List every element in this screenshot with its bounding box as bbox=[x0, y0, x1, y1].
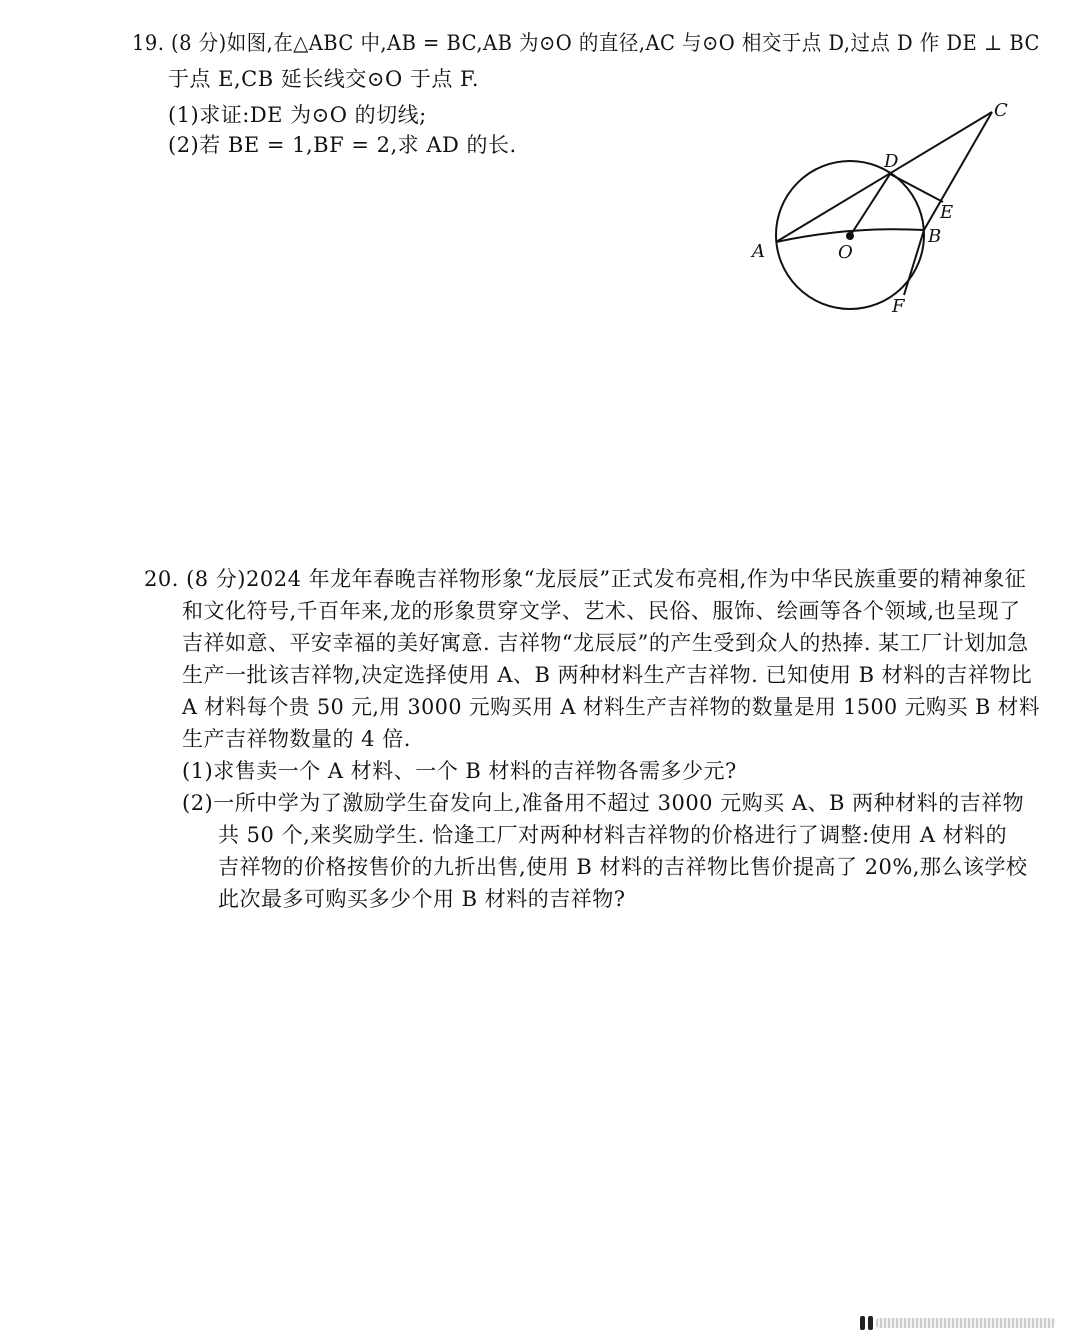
q20-part-2-line-4: 此次最多可购买多少个用 B 材料的吉祥物? bbox=[218, 887, 626, 911]
q20-line-2: 和文化符号,千百年来,龙的形象贯穿文学、艺术、民俗、服饰、绘画等各个领域,也呈现了 bbox=[182, 599, 1021, 623]
q20-part-2-line-1: (2)一所中学为了激励学生奋发向上,准备用不超过 3000 元购买 A、B 两种材料的吉祥物 bbox=[182, 791, 1025, 815]
q20-part-2-line-2: 共 50 个,来奖励学生. 恰逢工厂对两种材料吉祥物的价格进行了调整:使用 A 材料的 bbox=[218, 823, 1008, 847]
q19-part-2: (2)若 BE = 1,BF = 2,求 AD 的长. bbox=[168, 133, 517, 157]
scroll-handle-left[interactable] bbox=[860, 1316, 865, 1330]
label-c: C bbox=[994, 100, 1008, 121]
segment-od bbox=[850, 174, 890, 236]
label-f: F bbox=[892, 296, 905, 317]
geometry-figure bbox=[740, 90, 1030, 330]
q20-line-3: 吉祥如意、平安幸福的美好寓意. 吉祥物“龙辰辰”的产生受到众人的热捧. 某工厂计划加急 bbox=[182, 631, 1029, 655]
label-e: E bbox=[940, 202, 954, 223]
label-b: B bbox=[928, 226, 942, 247]
q20-part-2-line-3: 吉祥物的价格按售价的九折出售,使用 B 材料的吉祥物比售价提高了 20%,那么该学校 bbox=[218, 855, 1028, 879]
segment-ac bbox=[776, 112, 992, 242]
label-a: A bbox=[752, 241, 765, 262]
scroll-track[interactable] bbox=[876, 1318, 1055, 1328]
q19-line-2: 于点 E,CB 延长线交⊙O 于点 F. bbox=[168, 67, 479, 91]
q19-part-1: (1)求证:DE 为⊙O 的切线; bbox=[168, 103, 427, 127]
q20-line-4: 生产一批该吉祥物,决定选择使用 A、B 两种材料生产吉祥物. 已知使用 B 材料的吉祥物比 bbox=[182, 663, 1033, 687]
center-point bbox=[846, 232, 854, 240]
segment-cb bbox=[924, 112, 992, 230]
q20-line-5: A 材料每个贵 50 元,用 3000 元购买用 A 材料生产吉祥物的数量是用 1500 元购买 B 材料 bbox=[182, 695, 1040, 719]
scroll-handle-right[interactable] bbox=[868, 1316, 873, 1330]
horizontal-scrollbar[interactable] bbox=[860, 1316, 1055, 1330]
q20-line-1: 20. (8 分)2024 年龙年春晚吉祥物形象“龙辰辰”正式发布亮相,作为中华民族重要的精神象征 bbox=[144, 567, 1027, 591]
label-d: D bbox=[884, 151, 899, 172]
label-o: O bbox=[838, 242, 853, 263]
q20-line-6: 生产吉祥物数量的 4 倍. bbox=[182, 727, 411, 751]
q20-part-1: (1)求售卖一个 A 材料、一个 B 材料的吉祥物各需多少元? bbox=[182, 759, 737, 783]
q19-line-1: 19. (8 分)如图,在△ABC 中,AB = BC,AB 为⊙O 的直径,AC 与⊙O 相交于点 D,过点 D 作 DE ⊥ BC bbox=[132, 31, 1040, 55]
segment-de bbox=[890, 174, 943, 202]
segment-bf bbox=[904, 230, 924, 295]
